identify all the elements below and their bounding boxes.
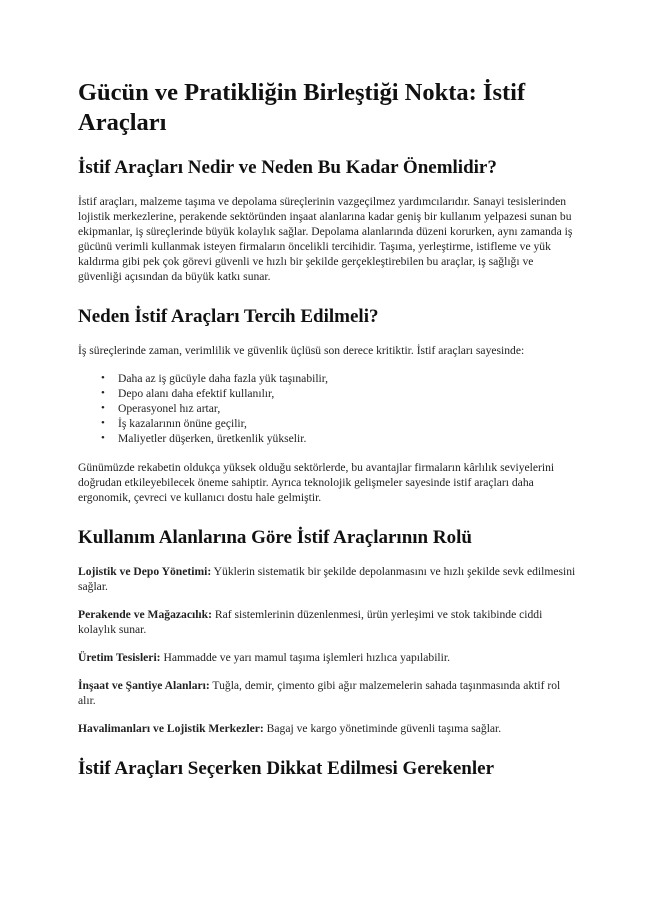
list-item: • Operasyonel hız artar, — [101, 402, 221, 415]
section-what-are-stacking-vehicles — [78, 156, 578, 284]
section-heading: Neden İstif Araçları Tercih Edilmeli? — [78, 306, 379, 327]
page-title: Gücün ve Pratikliğin Birleştiği Nokta: İstif Araçları — [78, 79, 526, 136]
usage-text: Hammadde ve yarı mamul taşıma işlemleri hızlıca yapılabilir. — [160, 651, 450, 664]
usage-term: İnşaat ve Şantiye Alanları: — [78, 679, 210, 692]
usage-term: Lojistik ve Depo Yönetimi: — [78, 565, 212, 578]
usage-item — [78, 650, 578, 665]
usage-item — [78, 607, 578, 637]
usage-item — [78, 564, 578, 594]
bullet-icon: • — [101, 402, 105, 414]
usage-term: Havalimanları ve Lojistik Merkezler: — [78, 722, 264, 735]
section-closing: Günümüzde rekabetin oldukça yüksek olduğu sektörlerde, bu avantajlar firmaların kârlılık seviyelerini doğrudan etkileyebilecek öneme sahiptir. Ayrıca teknolojik gelişmeler sayesinde istif araçları daha ergonomik, çevreci ve kullanıcı dostu hale gelmiştir. — [78, 461, 555, 504]
section-usage-areas — [78, 526, 578, 736]
section-intro: İş süreçlerinde zaman, verimlilik ve güvenlik üçlüsü son derece kritiktir. İstif araçları sayesinde: — [78, 344, 525, 357]
section-selection-criteria — [78, 757, 578, 781]
section-paragraph: İstif araçları, malzeme taşıma ve depolama süreçlerinin vazgeçilmez yardımcılarıdır. Sanayi tesislerinden lojistik merkezlerine, perakende sektöründen inşaat alanlarına kadar geniş bir kullanım yelpazesi sunan bu ekipmanlar, iş süreçlerinde büyük kolaylık sağlar. Depolama alanlarında düzeni korurken, aynı zamanda iş gücünü verimli kullanmak isteyen firmaların öncelikli tercihidir. Taşıma, yerleştirme, istifleme ve yük kaldırma gibi pek çok görevi güvenli ve hızlı bir şekilde gerçekleştirebilen bu araçlar, iş sağlığı ve güvenliği açısından da büyük katkı sunar. — [78, 195, 573, 283]
document-page — [78, 78, 578, 795]
bullet-icon: • — [101, 372, 105, 384]
usage-text: Raf sistemlerinin düzenlenmesi, ürün yerleşimi ve stok takibinde ciddi kolaylık sunar. — [78, 608, 543, 636]
usage-text: Yüklerin sistematik bir şekilde depolanmasını ve hızlı şekilde sevk edilmesini sağlar. — [78, 565, 576, 593]
section-heading: Kullanım Alanlarına Göre İstif Araçlarının Rolü — [78, 527, 472, 548]
bullet-icon: • — [101, 387, 105, 399]
usage-item — [78, 721, 578, 736]
list-item: • Daha az iş gücüyle daha fazla yük taşınabilir, — [101, 372, 329, 385]
list-item: • Maliyetler düşerken, üretkenlik yükselir. — [101, 432, 307, 445]
usage-term: Perakende ve Mağazacılık: — [78, 608, 212, 621]
usage-text: Tuğla, demir, çimento gibi ağır malzemelerin sahada taşınmasında aktif rol alır. — [78, 679, 561, 707]
list-item: • Depo alanı daha efektif kullanılır, — [101, 387, 275, 400]
usage-term: Üretim Tesisleri: — [78, 651, 161, 664]
bullet-icon: • — [101, 417, 105, 429]
section-heading: İstif Araçları Seçerken Dikkat Edilmesi Gerekenler — [78, 758, 495, 779]
benefits-list — [78, 371, 578, 446]
bullet-icon: • — [101, 432, 105, 444]
section-heading: İstif Araçları Nedir ve Neden Bu Kadar Önemlidir? — [78, 157, 497, 178]
usage-item — [78, 678, 578, 708]
section-why-prefer — [78, 305, 578, 505]
list-item: • İş kazalarının önüne geçilir, — [101, 417, 247, 430]
usage-text: Bagaj ve kargo yönetiminde güvenli taşıma sağlar. — [263, 722, 502, 735]
